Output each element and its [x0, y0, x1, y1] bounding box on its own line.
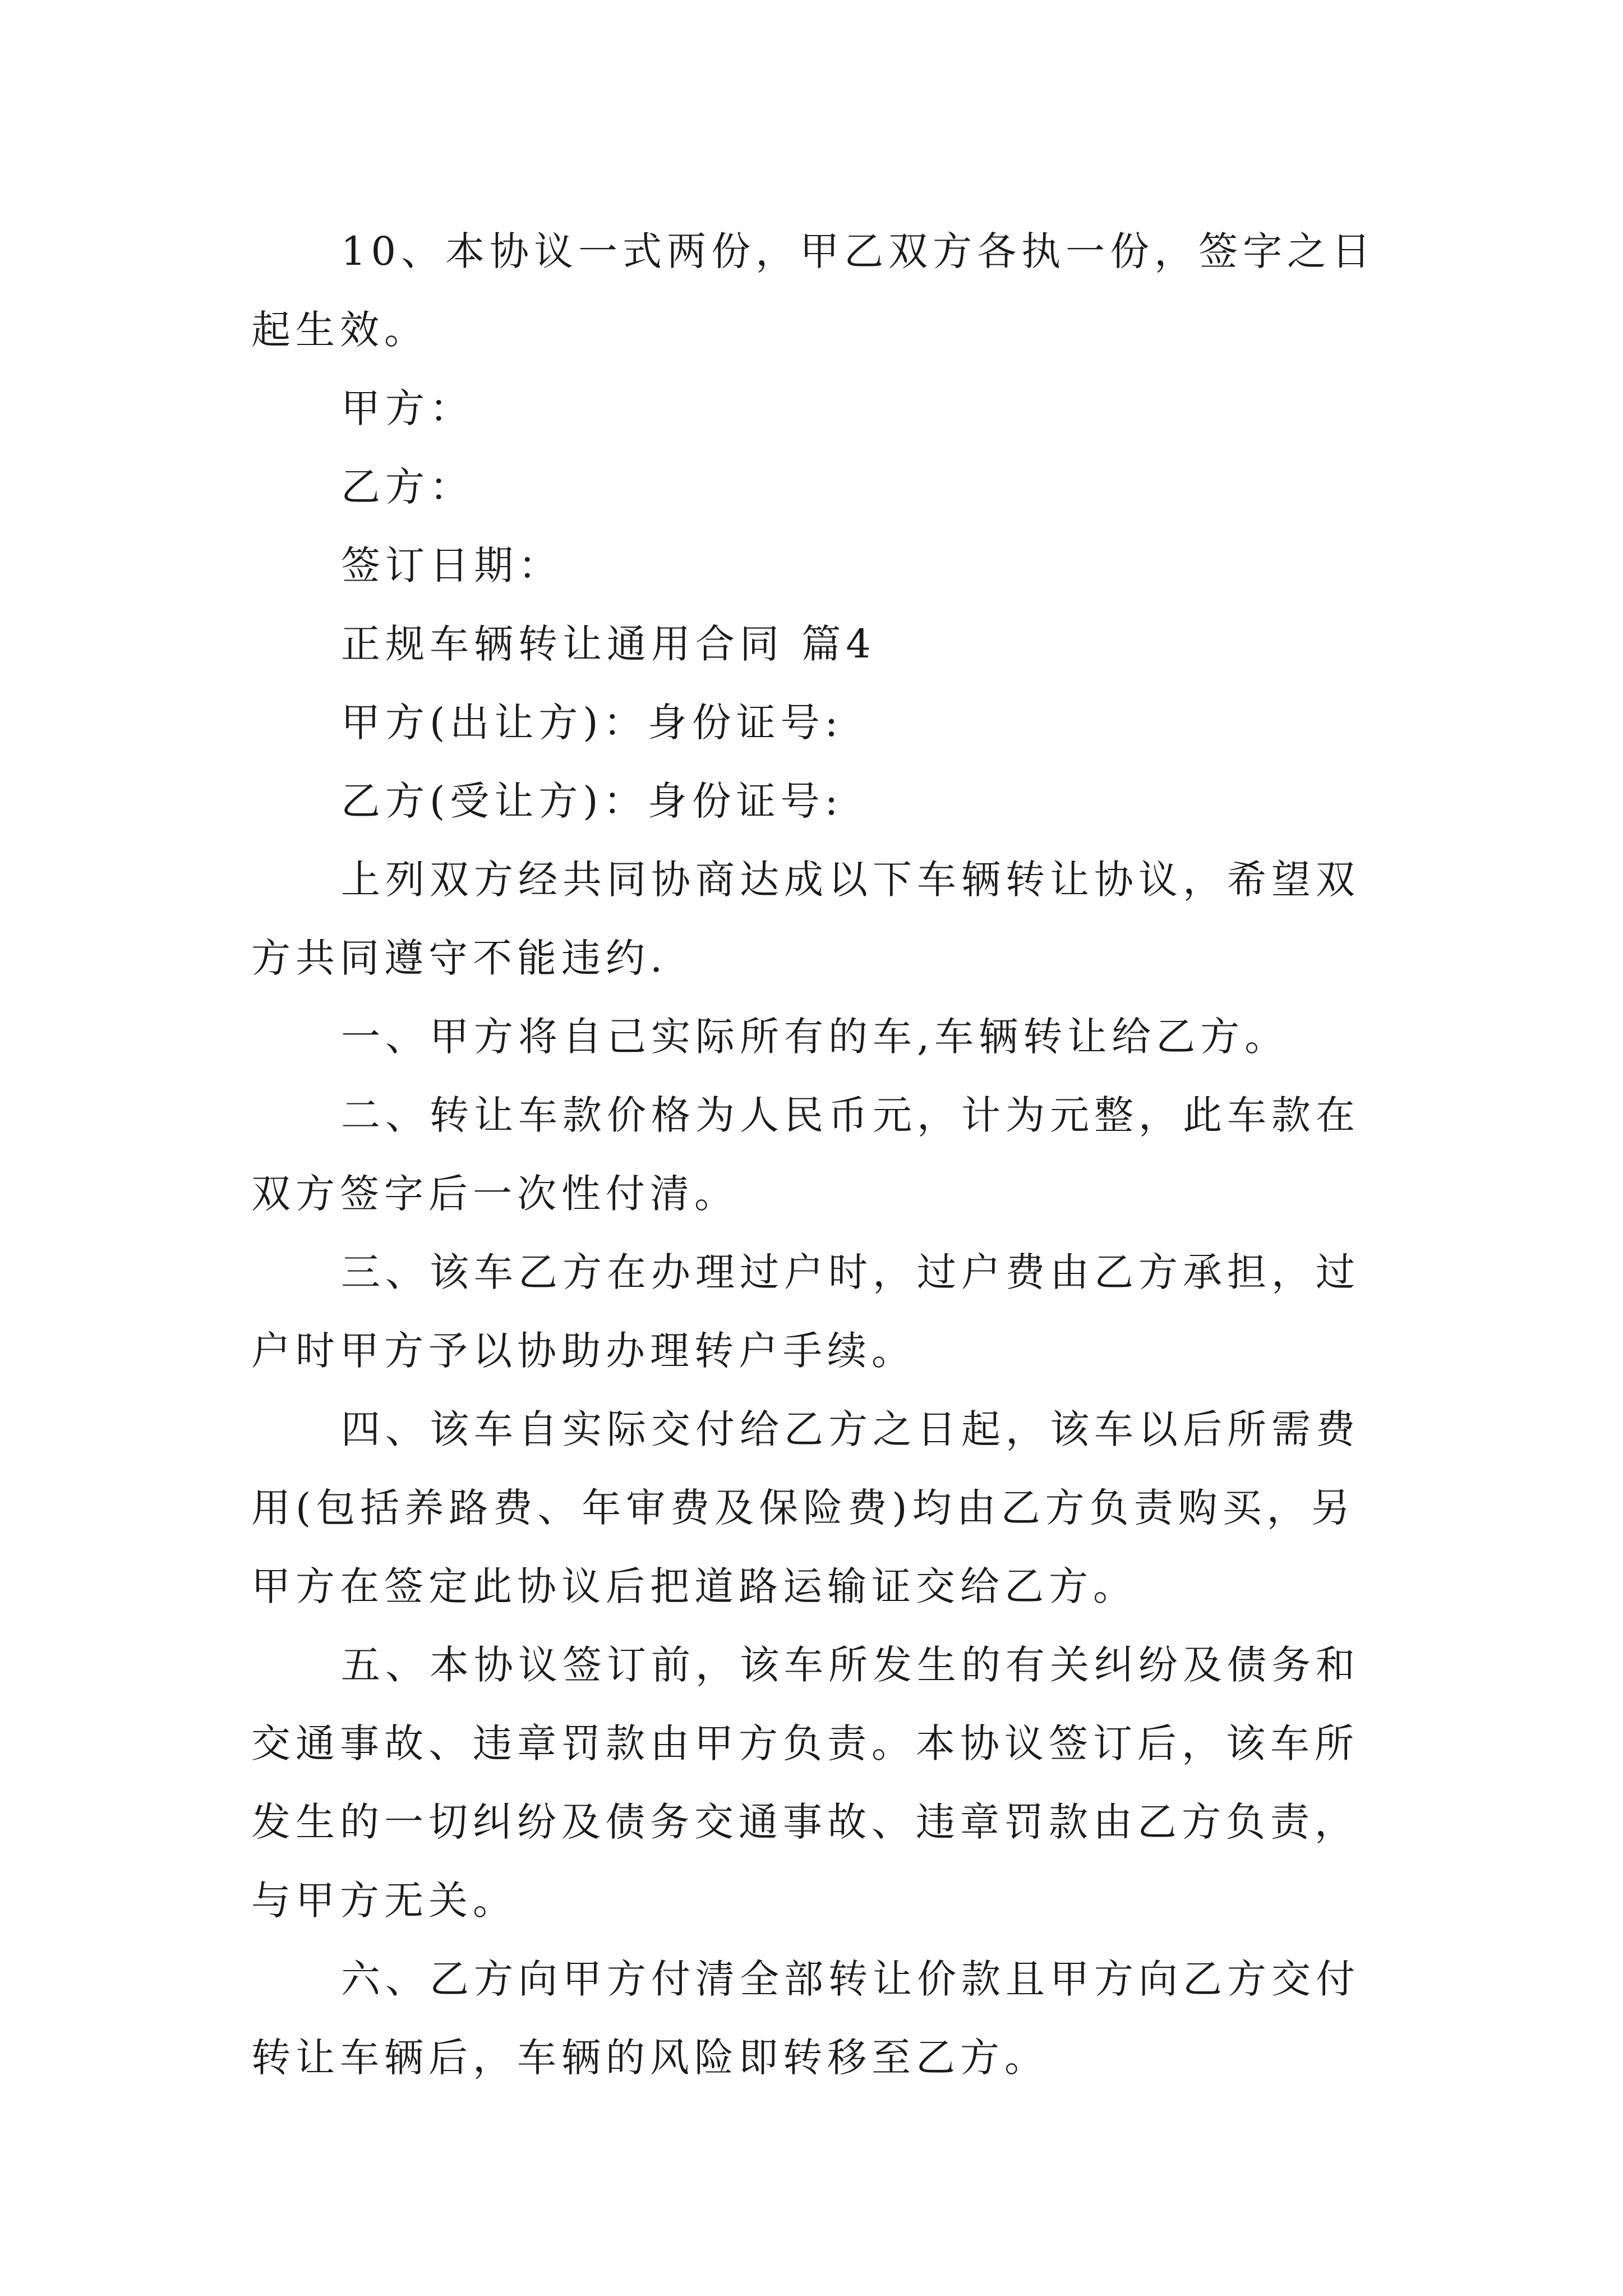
clause-1: 一、甲方将自己实际所有的车,车辆转让给乙方。	[341, 1014, 1289, 1060]
section-title: 正规车辆转让通用合同 篇4	[341, 621, 876, 667]
document-body	[251, 212, 1390, 2097]
clause-3: 三、该车乙方在办理过户时，过户费由乙方承担，过户时甲方予以协助办理转户手续。	[251, 1249, 1360, 1374]
party-b-signature-line: 乙方：	[341, 464, 474, 510]
clause-10: 10、本协议一式两份，甲乙双方各执一份，签字之日起生效。	[251, 228, 1376, 353]
clause-6: 六、乙方向甲方付清全部转让价款且甲方向乙方交付转让车辆后，车辆的风险即转移至乙方。	[251, 1956, 1360, 2081]
preamble: 上列双方经共同协商达成以下车辆转让协议，希望双方共同遵守不能违约.	[251, 857, 1360, 981]
party-b-info: 乙方(受让方)：身份证号:	[341, 778, 843, 824]
sign-date-line: 签订日期：	[341, 542, 562, 588]
party-a-info: 甲方(出让方)：身份证号:	[341, 700, 843, 746]
clause-5: 五、本协议签订前，该车所发生的有关纠纷及债务和交通事故、违章罚款由甲方负责。本协议签订后，该车所发生的一切纠纷及债务交通事故、违章罚款由乙方负责，与甲方无关。	[251, 1642, 1360, 1924]
clause-2: 二、转让车款价格为人民币元，计为元整，此车款在双方签字后一次性付清。	[251, 1092, 1360, 1217]
party-a-signature-line: 甲方：	[341, 385, 474, 431]
clause-4: 四、该车自实际交付给乙方之日起，该车以后所需费用(包括养路费、年审费及保险费)均由乙方负责购买，另甲方在签定此协议后把道路运输证交给乙方。	[251, 1406, 1360, 1609]
